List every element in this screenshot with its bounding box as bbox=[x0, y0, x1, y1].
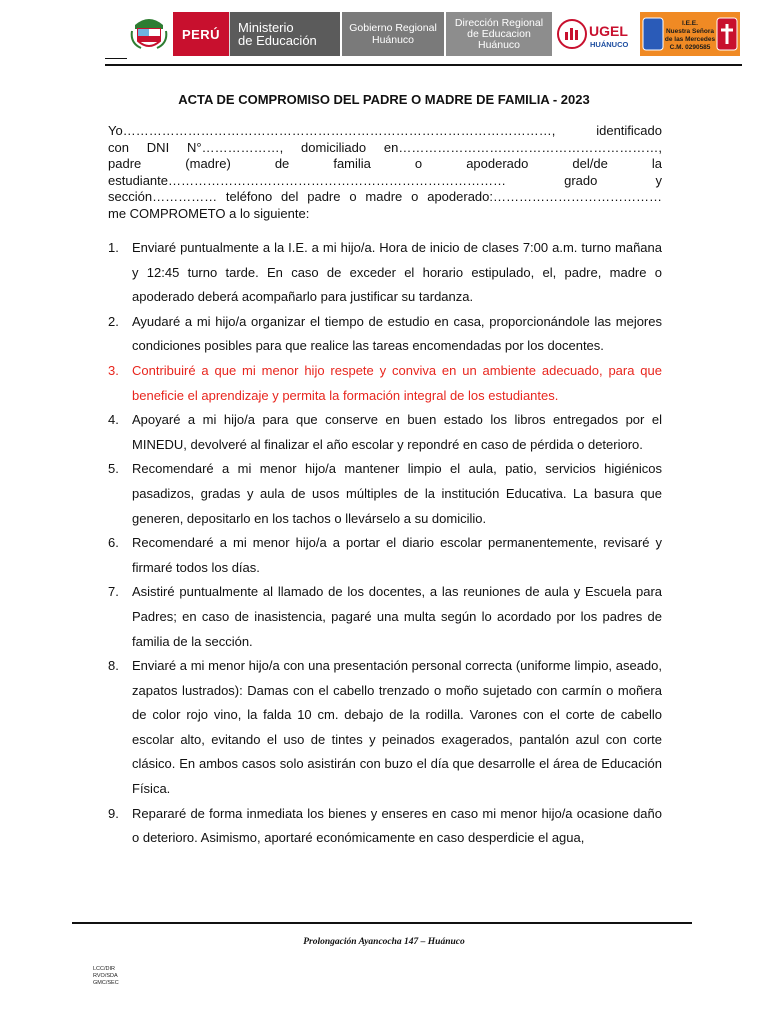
ugel-sub: HUÁNUCO bbox=[590, 40, 629, 49]
item-text: Repararé de forma inmediata los bienes y enseres en caso mi menor hijo/a ocasione daño o deterioro. Asimismo, aportaré económicamente en caso desperdicie el agua, bbox=[132, 805, 662, 846]
commitment-list bbox=[108, 236, 662, 851]
header-divider bbox=[105, 64, 742, 66]
intro-line: con DNI N°………………, domiciliado en……………………………………………………, bbox=[108, 139, 662, 155]
dre-line1: Dirección Regional bbox=[454, 16, 544, 29]
list-item bbox=[108, 654, 662, 802]
list-item bbox=[108, 580, 662, 654]
ugel-logo bbox=[556, 12, 636, 56]
item-number: 9. bbox=[108, 805, 119, 821]
item-number: 1. bbox=[108, 240, 119, 255]
list-item bbox=[108, 802, 662, 851]
ministry-logo bbox=[229, 12, 340, 56]
list-item bbox=[108, 408, 662, 457]
reference-code: GMC/SEC bbox=[93, 980, 119, 986]
item-text: Enviaré puntualmente a la I.E. a mi hijo/a. Hora de inicio de clases 7:00 a.m. turno mañana y 12:45 turno tarde. En caso de exceder el horario estipulado, el, padre, madre o apoderado deberá acompañarlo para justificar su tardanza. bbox=[132, 240, 662, 305]
footer-address: Prolongación Ayancocha 147 – Huánuco bbox=[303, 937, 465, 947]
intro-line: Yo………………………………………………………………………………………, identificado bbox=[108, 123, 662, 138]
institutional-header bbox=[125, 12, 740, 56]
item-number: 4. bbox=[108, 412, 119, 428]
list-item-highlighted bbox=[108, 359, 662, 408]
list-item bbox=[108, 457, 662, 531]
reference-code: LCC/DIR bbox=[93, 966, 116, 972]
ie-line1: I.E.E. bbox=[682, 20, 698, 27]
ie-line4: C.M. 0290585 bbox=[669, 44, 711, 51]
intro-line: padre (madre) de familia o apoderado del/de la bbox=[108, 156, 662, 171]
peru-coat-of-arms-icon bbox=[125, 12, 173, 56]
dre-line2: de Educacion bbox=[467, 27, 531, 40]
school-logo bbox=[640, 12, 740, 56]
list-item bbox=[108, 236, 662, 310]
gob-line2: Huánuco bbox=[371, 34, 415, 46]
ministry-line1: Ministerio bbox=[238, 20, 294, 35]
item-number: 5. bbox=[108, 461, 119, 477]
item-number: 3. bbox=[108, 362, 119, 378]
item-number: 7. bbox=[108, 584, 119, 600]
item-text: Ayudaré a mi hijo/a organizar el tiempo de estudio en casa, proporcionándole las mejores condiciones posibles para que realice las tareas encomendadas por los docentes. bbox=[132, 313, 662, 354]
peru-logo: PERÚ bbox=[173, 12, 229, 56]
document-title: ACTA DE COMPROMISO DEL PADRE O MADRE DE FAMILIA - 2023 bbox=[178, 92, 590, 107]
regional-education-directorate-logo bbox=[446, 12, 552, 56]
gob-line1: Gobierno Regional bbox=[349, 22, 437, 34]
item-text: Apoyaré a mi hijo/a para que conserve en buen estado los libros entregados por el MINEDU, devolveré al finalizar el año escolar y repondré en caso de pérdida o deterioro. bbox=[132, 412, 662, 452]
list-item bbox=[108, 531, 662, 580]
ugel-label: UGEL bbox=[589, 23, 628, 39]
item-text: Recomendaré a mi menor hijo/a mantener limpio el aula, patio, servicios higiénicos pasadizos, gradas y aula de usos múltiples de la institución Educativa. La basura que generen, depositarlo en los tachos o llevárselo a su domicilio. bbox=[132, 461, 662, 526]
ie-line2: Nuestra Señora bbox=[665, 28, 715, 35]
header-short-rule bbox=[105, 58, 127, 59]
item-text: Asistiré puntualmente al llamado de los docentes, a las reuniones de aula y Escuela para Padres; en caso de inasistencia, pagaré una multa según lo acordado por los padres de familia de la sección. bbox=[132, 584, 662, 649]
item-text: Recomendaré a mi menor hijo/a a portar el diario escolar permanentemente, revisaré y firmaré todos los días. bbox=[132, 535, 662, 575]
intro-line: me COMPROMETO a lo siguiente: bbox=[108, 205, 310, 221]
ministry-line2: de Educación bbox=[238, 33, 317, 48]
reference-codes bbox=[93, 966, 119, 987]
intro-line: sección…………… teléfono del padre o madre o apoderado:………………………………… bbox=[108, 189, 662, 204]
list-item bbox=[108, 310, 662, 359]
item-number: 6. bbox=[108, 535, 119, 551]
intro-paragraph bbox=[108, 123, 662, 222]
dre-line3: Huánuco bbox=[477, 38, 521, 51]
reference-code: RVO/SDA bbox=[93, 973, 118, 979]
item-number: 2. bbox=[108, 313, 119, 329]
regional-government-logo bbox=[342, 12, 444, 56]
item-number: 8. bbox=[108, 658, 119, 674]
ie-line3: de las Mercedes bbox=[664, 36, 716, 43]
footer-divider bbox=[72, 922, 692, 924]
item-text: Contribuiré a que mi menor hijo respete y conviva en un ambiente adecuado, para que beneficie el aprendizaje y permita la formación integral de los estudiantes. bbox=[132, 362, 662, 403]
item-text: Enviaré a mi menor hijo/a con una presentación personal correcta (uniforme limpio, aseado, zapatos lustrados): Damas con el cabello trenzado o moño sujetado con carmín o moñera de color rojo vino, la falda 10 cm. debajo de la rodilla. Varones con el corte de cabello escolar alto, evitando el uso de tintes y peinados exagerados, pantalón azul con corte clásico. En ambos casos solo asistirán con buzo el día que desarrolle el área de Educación Física. bbox=[132, 658, 662, 797]
intro-line: estudiante…………………………………………………………………… grado y bbox=[108, 172, 662, 188]
